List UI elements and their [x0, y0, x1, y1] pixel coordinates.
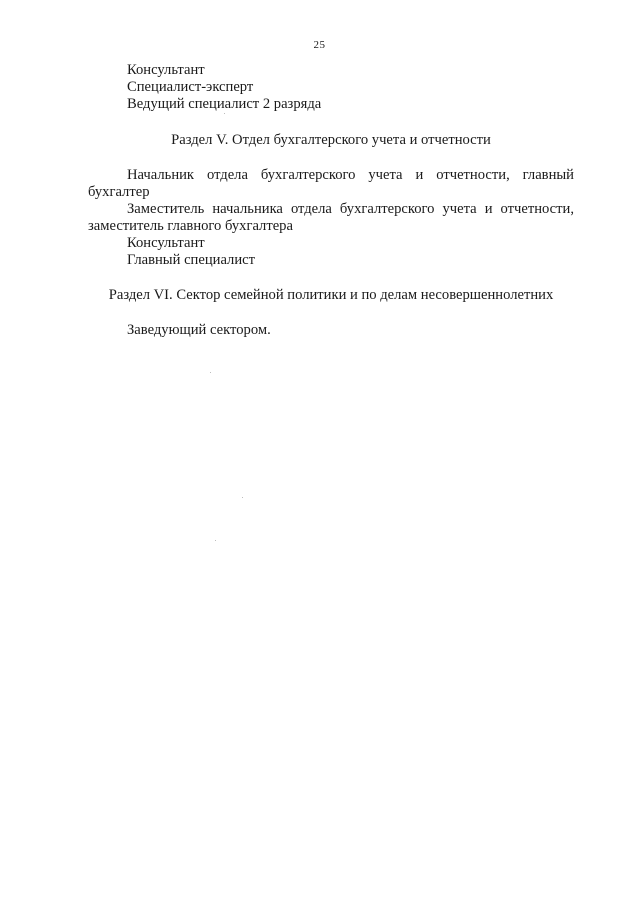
position-list-section4 — [88, 62, 574, 113]
position-list-section5 — [88, 167, 574, 269]
position-item: Главный специалист — [127, 252, 256, 268]
scan-speck — [215, 540, 216, 541]
page-number: 25 — [313, 39, 326, 51]
position-list-section6 — [88, 322, 574, 339]
position-item: Консультант — [127, 235, 205, 251]
position-item: Заведующий сектором. — [127, 322, 271, 338]
scan-speck — [224, 113, 225, 114]
scan-speck — [242, 497, 243, 498]
scan-speck — [210, 372, 211, 373]
position-item: Ведущий специалист 2 разряда — [127, 96, 322, 112]
document-body — [88, 62, 574, 339]
position-item: Специалист-эксперт — [127, 79, 254, 95]
position-paragraph: Начальник отдела бухгалтерского учета и отчетности, главный бухгалтер — [88, 167, 574, 200]
position-paragraph: Заместитель начальника отдела бухгалтерского учета и отчетности, заместитель главного бухгалтера — [88, 201, 574, 234]
position-item: Консультант — [127, 62, 205, 78]
section-heading-6: Раздел VI. Сектор семейной политики и по делам несовершеннолетних — [108, 287, 554, 303]
section-heading-5: Раздел V. Отдел бухгалтерского учета и отчетности — [171, 132, 491, 148]
